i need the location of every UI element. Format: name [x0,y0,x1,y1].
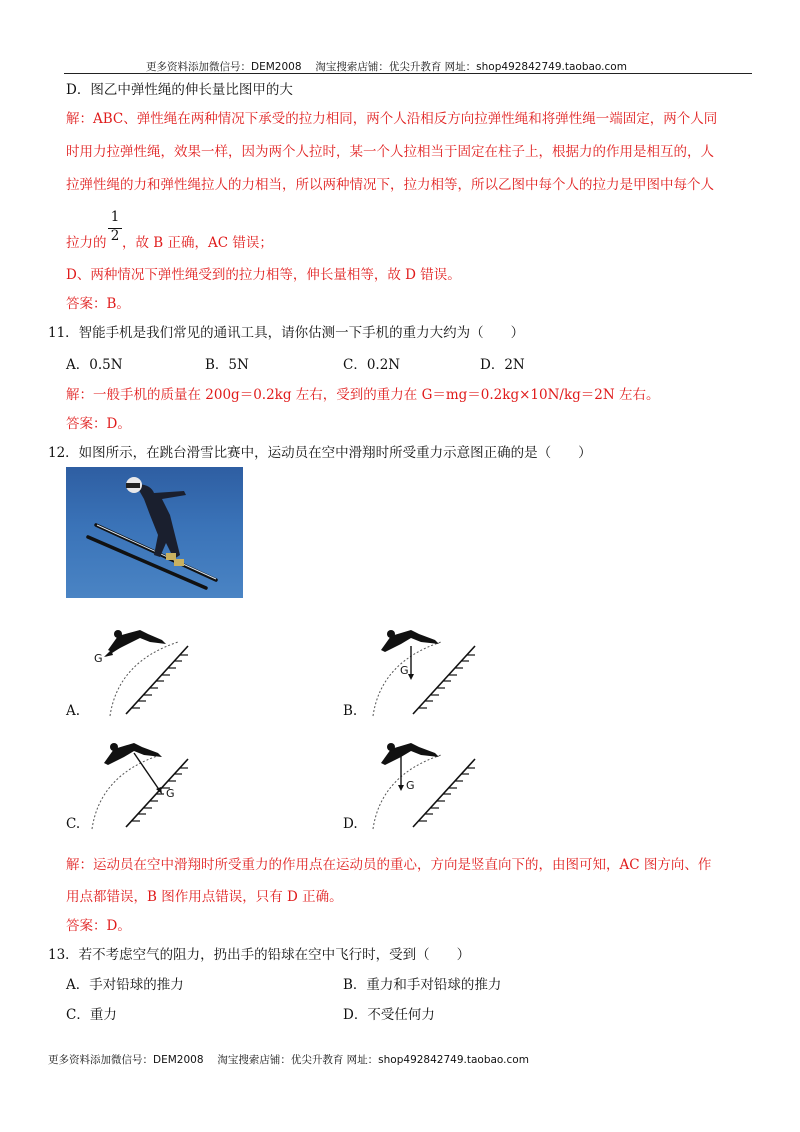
q13-stem: 13．若不考虑空气的阻力，扔出手的铅球在空中飞行时，受到（ ） [48,947,471,963]
header-divider [64,73,752,74]
q11-answer: 答案：D。 [66,416,131,432]
q11-option-d: D．2N [480,357,525,373]
q13-option-c: C．重力 [66,1007,117,1023]
q11-option-c: C．0.2N [343,357,401,373]
q10-solution-line-4-prefix: 拉力的 [66,235,107,251]
q11-option-b: B．5N [205,357,249,373]
diagram-d-force-label: G [406,779,415,792]
q12-solution-line-1: 解：运动员在空中滑翔时所受重力的作用点在运动员的重心，方向是竖直向下的，由图可知，AC 图方向、作 [66,857,712,873]
q13-option-b: B．重力和手对铅球的推力 [343,977,502,993]
fraction-numerator: 1 [110,209,120,225]
q11-solution: 解：一般手机的质量在 200g＝0.2kg 左右，受到的重力在 G＝mg＝0.2kg×10N/kg＝2N 左右。 [66,387,660,403]
page-header: 更多资料添加微信号：DEM2008 淘宝搜索店铺：优尖升教育 网址：shop492842749.taobao.com [146,61,627,73]
fraction-denominator: 2 [110,228,120,244]
q10-option-d: D．图乙中弹性绳的伸长量比图甲的大 [66,82,293,98]
q10-solution-line-2: 时用力拉弹性绳，效果一样，因为两个人拉时，某一个人拉相当于固定在柱子上，根据力的作用是相互的，人 [66,144,714,160]
q12-stem: 12．如图所示，在跳台滑雪比赛中，运动员在空中滑翔时所受重力示意图正确的是（ ） [48,445,592,461]
diagram-c-force-label: G [166,787,175,800]
diagram-b [365,622,495,720]
diagram-c-label: C. [66,816,81,832]
q12-solution-line-2: 用点都错误，B 图作用点错误，只有 D 正确。 [66,889,343,905]
q12-answer: 答案：D。 [66,918,131,934]
q11-stem: 11．智能手机是我们常见的通讯工具，请你估测一下手机的重力大约为（ ） [48,325,525,341]
q13-option-a: A．手对铅球的推力 [66,977,184,993]
q11-option-a: A．0.5N [66,357,123,373]
diagram-b-force-label: G [400,664,409,677]
q10-solution-line-4-suffix: ，故 B 正确，AC 错误； [122,235,273,251]
diagram-a [78,622,208,720]
q10-solution-line-1: 解：ABC、弹性绳在两种情况下承受的拉力相同，两个人沿相反方向拉弹性绳和将弹性绳一端固定，两个人同 [66,111,718,127]
q13-option-d: D．不受任何力 [343,1007,435,1023]
diagram-a-label: A. [66,703,81,719]
page-footer: 更多资料添加微信号：DEM2008 淘宝搜索店铺：优尖升教育 网址：shop492842749.taobao.com [48,1054,529,1066]
diagram-b-label: B. [343,703,358,719]
q10-solution-line-3: 拉弹性绳的力和弹性绳拉人的力相当，所以两种情况下，拉力相等，所以乙图中每个人的拉力是甲图中每个人 [66,177,714,193]
diagram-d-label: D. [343,816,358,832]
diagram-d [365,735,495,833]
diagram-a-force-label: G [94,652,103,665]
q10-answer: 答案：B。 [66,296,130,312]
diagram-c [78,735,208,833]
ski-jumper-image [66,467,243,598]
q10-solution-line-5: D、两种情况下弹性绳受到的拉力相等，伸长量相等，故 D 错误。 [66,267,461,283]
ski-jumper-photo [66,467,243,598]
